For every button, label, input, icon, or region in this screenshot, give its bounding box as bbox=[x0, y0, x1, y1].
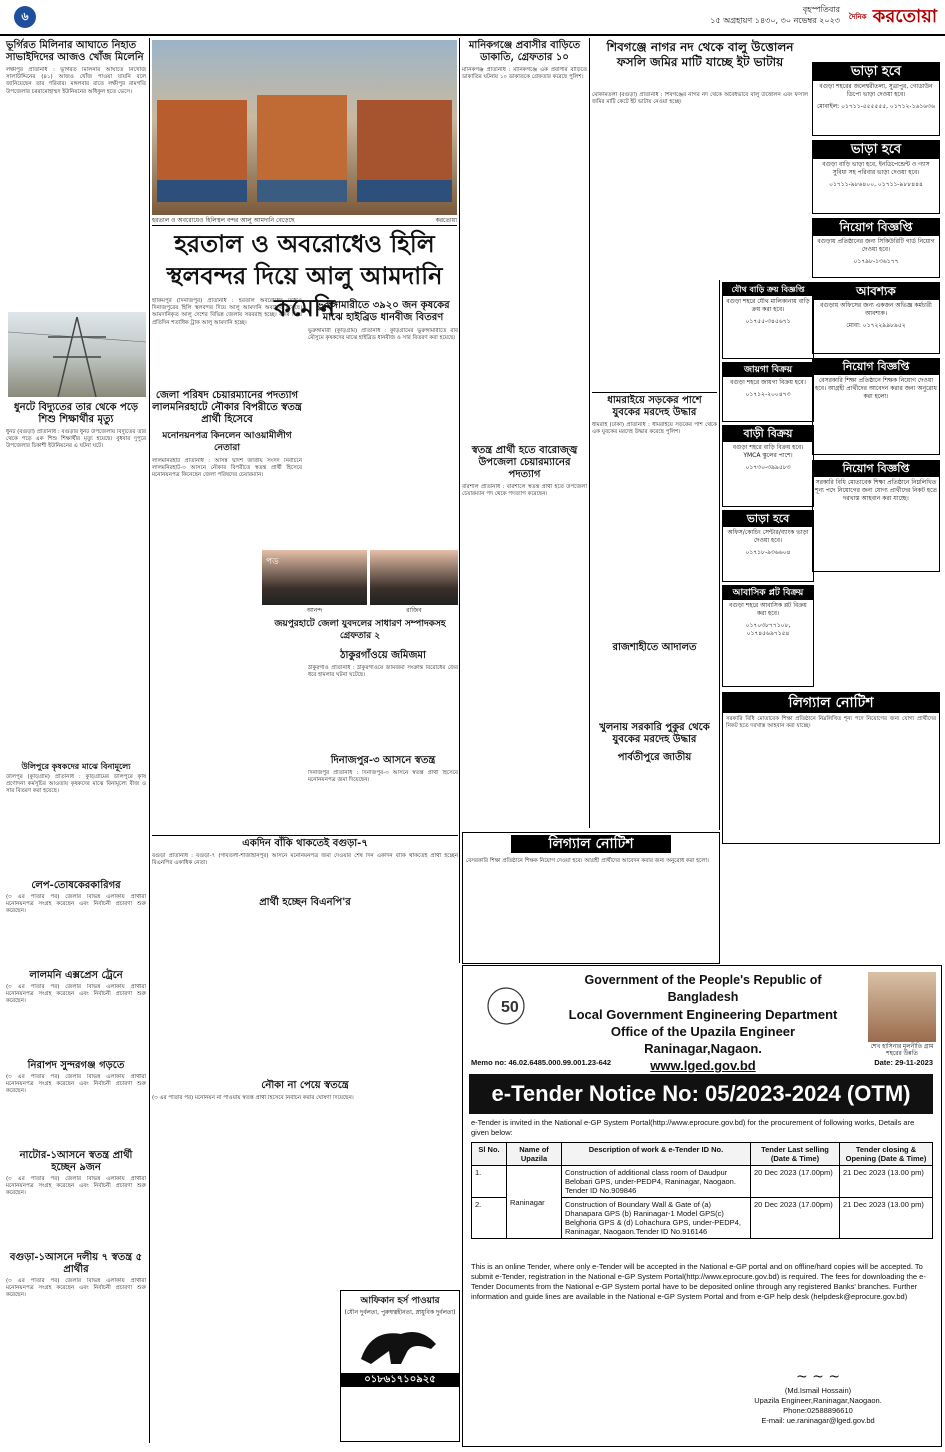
header-full-date: ১৫ অগ্রহায়ণ ১৪৩০, ৩০ নভেম্বর ২০২৩ bbox=[710, 16, 840, 25]
col3-body-1: মানিকগঞ্জ প্রতিনিধি : মানিকগঞ্জে এক প্রবাসীর বাড়িতে ডাকাতির ঘটনায় ১০ ডাকাতকে গ্রেফতার করেছে পুলিশ। bbox=[462, 67, 587, 81]
tender-note: This is an online Tender, where only e-Tender will be accepted in the National e-GP portal and on offline/hard copies will be accepted. To submit e-Tender, registration in the National e-GP System Portal(http://www.eprocure.gov.bd) is required. The fees for downloading the e-Tender Documents from the National e-GP System portal have to be deposited online through any registered Banks' branches. Further information and guide lines are available in the National e-GP System Portal and from e-GP help desk (helpdesk@eprocure.gov.bd) bbox=[471, 1262, 926, 1301]
col-sl: Sl No. bbox=[472, 1143, 507, 1166]
legal-notice-2-title: লিগ্যাল নোটিশ bbox=[511, 835, 671, 853]
tender-signature-block bbox=[703, 1368, 933, 1426]
logo-text: করতোয়া bbox=[872, 6, 938, 27]
tender-website-link[interactable]: www.lged.gov.bd bbox=[650, 1058, 756, 1073]
ad-plot-sale-text: বগুড়া শহরে আবাসিক প্লট বিক্রয় করা হবে। bbox=[729, 602, 807, 617]
ad-job-1 bbox=[812, 218, 940, 278]
divider bbox=[592, 392, 717, 393]
cell-sl: 1. bbox=[472, 1166, 507, 1198]
ad-horse-power bbox=[340, 1290, 460, 1442]
ad-joint-house-phone: ০১৭৫৫-৩৪৫৬৭১ bbox=[745, 318, 791, 325]
ad-rent-1 bbox=[812, 62, 940, 136]
truck-photo-credit: করতোয়া bbox=[435, 217, 457, 224]
col1-bottom-body-5: (৩ এর পাতার পর) জেলার বিভিন্ন এলাকায় প্রার্থীরা মনোনয়নপত্র সংগ্রহ করেছেন এবং নির্বাচনী প্রচারণা শুরু করেছেন। bbox=[6, 1278, 146, 1299]
mid-story-4-headline: ঠাকুরগাঁওয়ে জমিজমা bbox=[340, 650, 426, 661]
col1-bottom-body-2: (৩ এর পাতার পর) জেলার বিভিন্ন এলাকায় প্রার্থীরা মনোনয়নপত্র সংগ্রহ করেছেন এবং নির্বাচনী প্রচারণা শুরু করেছেন। bbox=[6, 984, 146, 1005]
legal-notice-2-body: বেসরকারি শিক্ষা প্রতিষ্ঠানে শিক্ষক নিয়োগ দেওয়া হবে। আগ্রহী প্রার্থীদের আবেদন করার জন্য অনুরোধ করা হলো। bbox=[466, 858, 709, 864]
ad-rent-2-phone: ০১৭১১-৯৮৬৪০০, ০১৭১১-৯৮৮৪৪৪ bbox=[829, 181, 923, 188]
col3-headline-2: স্বতন্ত্র প্রার্থী হতে বারোজ্জ্ব উপজেলা চেয়ারম্যানের পদত্যাগ bbox=[471, 445, 578, 480]
bottom-story-2-headline: নৌকা না পেয়ে স্বতন্ত্রে bbox=[261, 1080, 349, 1091]
col1-story-2 bbox=[6, 402, 146, 512]
arrested-person-photo-1 bbox=[262, 550, 367, 605]
tender-sign-title: Upazila Engineer,Raninagar,Naogaon. bbox=[754, 1396, 882, 1405]
ad-job-3-title: নিয়োগ বিজ্ঞপ্তি bbox=[813, 461, 939, 477]
lged-logo-icon bbox=[471, 978, 526, 1038]
header-date bbox=[640, 4, 840, 26]
ad-plot-sale bbox=[722, 585, 814, 687]
tender-memo: Memo no: 46.02.6485.000.99.001.23-642 bbox=[471, 1058, 612, 1067]
ad-required-text: বগুড়ায় অফিসের জন্য একজন অভিজ্ঞ কর্মচারী আবশ্যক। bbox=[820, 302, 932, 317]
legal-notice-1 bbox=[722, 692, 940, 844]
col4-headline-2: ধামরাইয়ে সড়কের পাশে যুবকের মরদেহ উদ্ধার bbox=[607, 395, 702, 418]
portrait-caption: শেখ হাসিনার মূলনীতি গ্রাম শহরের উন্নতি bbox=[870, 1044, 934, 1057]
ad-house-sale bbox=[722, 425, 814, 507]
bottom-story-1-headline: একদিন বাঁকি থাকতেই বগুড়া-৭ bbox=[242, 838, 368, 849]
ad-rent-3-title: ভাড়া হবে bbox=[723, 511, 813, 527]
ad-rent-2 bbox=[812, 140, 940, 214]
tender-gov-line4: Raninagar,Nagaon. bbox=[644, 1041, 762, 1056]
col1-body-3: উলিপুর (কুড়িগ্রাম) প্রতিনিধি : কুড়িগ্রামের উলিপুরে কৃষি প্রণোদনা কর্মসূচির আওতায় কৃষকদের মাঝে বিনামূল্যে বীজ ও সার বিতরণ করা হয়েছে। bbox=[6, 774, 146, 795]
col4-headline-5: পার্বতীপুরে জাতীয় bbox=[617, 752, 692, 763]
tender-sign-name: (Md.Ismail Hossain) bbox=[784, 1386, 852, 1395]
mid-story-2-body: ভুরুঙ্গামারী (কুড়িগ্রাম) প্রতিনিধি : কুড়িগ্রামের ভুরুঙ্গামারীতে রবি মৌসুমে কৃষকদের মাঝে হাইব্রিড ধানবীজ ও সার বিতরণ করা হয়েছে। bbox=[308, 328, 458, 342]
col4-body-1: মোকামতলা (বগুড়া) প্রতিনিধি : শিবগঞ্জের নাগর নদ থেকে অবৈধভাবে বালু উত্তোলন এবং ফসলি জমির মাটি কেটে ইট ভাটায় নেওয়া হচ্ছে। bbox=[592, 92, 808, 106]
bottom-story-2-body: (৩ এর পাতার পর) মনোনয়ন না পাওয়ায় স্বতন্ত্র প্রার্থী হিসেবে নির্বাচন করার ঘোষণা দিয়েছেন। bbox=[152, 1095, 354, 1101]
cell-last-selling: 20 Dec 2023 (17.00pm) bbox=[751, 1198, 840, 1239]
ad-house-sale-phone: ০১৭৩০-৩৯৯৫৮৩ bbox=[745, 464, 791, 471]
mid-story-5 bbox=[308, 755, 458, 835]
col4-headline-3: রাজশাহীতে আদালত bbox=[612, 642, 697, 653]
legal-notice-2 bbox=[462, 832, 720, 964]
ad-rent-3-text: অফিস/কোচিং সেন্টার/ব্যাংক ভাড়া দেওয়া হবে। bbox=[727, 529, 809, 544]
tender-intro: e-Tender is invited in the National e-GP System Portal(http://www.eprocure.gov.bd) for the procurement of following works, Details are given below: bbox=[471, 1118, 915, 1137]
main-story-body: হাকিমপুর (দিনাজপুর) প্রতিনিধি : হরতাল অবরোধের মধ্যেও দিনাজপুরের হিলি স্থলবন্দর দিয়ে আলু আমদানি অব্যাহত রয়েছে। আমদানিকৃত আলু দেশের বিভিন্ন জেলায় সরবরাহ হচ্ছে। বন্দর দিয়ে প্রতিদিন শতাধিক ট্রাক আলু আমদানি হচ্ছে। bbox=[152, 298, 302, 326]
tender-table-wrap bbox=[471, 1142, 933, 1239]
ad-job-2-text: বেসরকারি শিক্ষা প্রতিষ্ঠানে শিক্ষক নিয়োগ দেওয়া হবে। আগ্রহী প্রার্থীদের আবেদন করার জন্য অনুরোধ করা হলো। bbox=[815, 377, 937, 400]
ad-land-sale-title: জায়গা বিক্রয় bbox=[723, 363, 813, 377]
tender-table bbox=[471, 1142, 933, 1239]
portrait-photo bbox=[868, 972, 936, 1042]
ad-rent-2-text: বগুড়া বাড়ি ভাড়া হবে, ইনডিপেন্ডেন্ট ও গ্যাস সুবিধা সহ পরিবার ভাড়া দেওয়া হবে। bbox=[822, 161, 930, 176]
main-headline: হরতাল ও অবরোধেও হিলি স্থলবন্দর দিয়ে আলু আমদানি কমেনি bbox=[166, 229, 443, 322]
col4-headline-1: শিবগঞ্জে নাগর নদ থেকে বালু উত্তোলন ফসলি জমির মাটি যাচ্ছে ইট ভাটায় bbox=[606, 40, 794, 69]
col1-bottom-headline-3: নিরাপদ সুন্দরগঞ্জ গড়তে bbox=[27, 1060, 125, 1071]
col3-story-2 bbox=[462, 445, 587, 825]
tender-date: Date: 29-11-2023 bbox=[874, 1058, 933, 1067]
ad-horse-power-sub: (যৌন দুর্বলতা, পুরুষত্বহীনতা, স্নায়ুবিক দুর্বলতা) bbox=[344, 1309, 456, 1316]
photo-name-left: আনন্দ bbox=[306, 607, 323, 614]
tender-gov-line1: Government of the People's Republic of Bangladesh bbox=[584, 973, 822, 1004]
tender-email: E-mail: ue.raninagar@lged.gov.bd bbox=[761, 1416, 875, 1425]
col1-story-1 bbox=[6, 40, 146, 308]
ad-rent-1-title: ভাড়া হবে bbox=[813, 63, 939, 81]
cell-sl: 2. bbox=[472, 1198, 507, 1239]
bottom-story-1-subhead: প্রার্থী হচ্ছেন বিএনপি'র bbox=[259, 897, 351, 908]
cell-description: Construction of Boundary Wall & Gate of (a) Dhanapara GPS (b) Raninagar-1 Model GPS(c) Belghoria GPS & (d) Lohachura GPS, under-PEDP4, Raninagar, Naogaon.Tender ID No.916146 bbox=[562, 1198, 751, 1239]
divider bbox=[152, 835, 458, 836]
col1-headline-3: উলিপুরে কৃষকদের মাঝে বিনামূল্যে bbox=[21, 761, 131, 771]
ad-job-3-text: সরকারি বিধি মোতাবেক শিক্ষা প্রতিষ্ঠানে নিম্নলিখিত শূন্য পদে নিয়োগের জন্য যোগ্য প্রার্থীদের নিকট হতে দরখাস্ত আহবান করা যাচ্ছে। bbox=[815, 479, 937, 502]
ad-job-1-text: বগুড়ায় প্রতিষ্ঠানের জন্য সিকিউরিটি গার্ড নিয়োগ দেওয়া হবে। bbox=[817, 238, 935, 253]
ad-job-2 bbox=[812, 358, 940, 455]
legal-notice-1-body: সরকারি বিধি মোতাবেক শিক্ষা প্রতিষ্ঠানে নিম্নলিখিত শূন্য পদে নিয়োগের জন্য যোগ্য প্রার্থীদের নিকট হতে দরখাস্ত আহবান করা যাচ্ছে। bbox=[726, 716, 936, 730]
bottom-story-1-body: বগুড়া প্রতিনিধি : বগুড়া-৭ (গাবতলী-শাজাহানপুর) আসনে মনোনয়নপত্র জমা দেওয়ার শেষ দিন একদিন বাকি থাকতেই প্রার্থী হচ্ছেন বিএনপির একাধিক নেতা। bbox=[152, 853, 458, 867]
cell-closing: 21 Dec 2023 (13.00 pm) bbox=[840, 1198, 933, 1239]
col1-bottom-body-3: (৩ এর পাতার পর) জেলার বিভিন্ন এলাকায় প্রার্থীরা মনোনয়নপত্র সংগ্রহ করেছেন এবং নির্বাচনী প্রচারণা শুরু করেছেন। bbox=[6, 1074, 146, 1095]
ad-rent-3 bbox=[722, 510, 814, 582]
cell-closing: 21 Dec 2023 (13.00 pm) bbox=[840, 1166, 933, 1198]
col1-bottom-headline-5: বগুড়া-১আসনে দলীয় ৭ স্বতন্ত্র ৫ প্রার্থীর bbox=[9, 1252, 143, 1275]
col3-story-1 bbox=[462, 40, 587, 440]
page-header bbox=[0, 0, 945, 36]
divider bbox=[152, 225, 457, 226]
col-description: Description of work & e-Tender ID No. bbox=[562, 1143, 751, 1166]
col1-bottom-body-1: (৩ এর পাতার পর) জেলার বিভিন্ন এলাকায় প্রার্থীরা মনোনয়নপত্র সংগ্রহ করেছেন এবং নির্বাচনী প্রচারণা শুরু করেছেন। bbox=[6, 894, 146, 915]
mid-story-1-headline: জেলা পরিষদ চেয়ারম্যানের পদত্যাগ লালমনিরহাটে নৌকার বিপরীতে স্বতন্ত্র প্রার্থী হিসেবে bbox=[152, 390, 302, 425]
mid-story-1-body: লালমনিরহাট প্রতিনিধি : আসন্ন দ্বাদশ জাতীয় সংসদ নির্বাচনে লালমনিরহাট-৩ আসনে নৌকার বিপরীতে স্বতন্ত্র প্রার্থী হিসেবে মনোনয়নপত্র কিনেছেন জেলা পরিষদের চেয়ারম্যান। bbox=[152, 458, 302, 479]
ad-required-phone: মোবা: ০১৭২২৯৯৮৯৫২ bbox=[846, 322, 906, 329]
tender-notice bbox=[462, 965, 942, 1447]
ad-horse-power-phone: ০১৮৬১৭১০৯২৫ bbox=[341, 1373, 459, 1387]
ad-required bbox=[812, 282, 940, 354]
signature-mark: ~ ~ ~ bbox=[795, 1369, 841, 1385]
cell-last-selling: 20 Dec 2023 (17.00pm) bbox=[751, 1166, 840, 1198]
ad-joint-house-text: বগুড়া শহরে যৌথ মালিকানায় বাড়ি ক্রয় করা হবে। bbox=[726, 298, 810, 313]
svg-text:50: 50 bbox=[501, 999, 519, 1016]
col1-bottom-stories bbox=[6, 880, 146, 1440]
ad-land-sale-phone: ০১৭১২-২০০৪৭৩ bbox=[745, 391, 791, 398]
mid-story-5-headline: দিনাজপুর-৩ আসনে স্বতন্ত্র bbox=[330, 755, 436, 766]
bottom-story-2 bbox=[152, 1080, 458, 1260]
mid-story-3-headline: জয়পুরহাটে জেলা যুবদলের সাধারণ সম্পাদকসহ গ্রেফতার ২ bbox=[274, 619, 446, 641]
col1-story-3 bbox=[6, 760, 146, 870]
col1-bottom-headline-2: লালমনি এক্সপ্রেস ট্রেনে bbox=[29, 970, 123, 981]
ad-job-3 bbox=[812, 460, 940, 572]
col4-headline-4: খুলনায় সরকারি পুকুর থেকে যুবকের মরদেহ উদ্ধার bbox=[599, 722, 710, 745]
ad-house-sale-title: বাড়ী বিক্রয় bbox=[723, 426, 813, 442]
logo-prefix: দৈনিক bbox=[848, 12, 867, 21]
col1-headline-1: ভূর্গিরত মিলিনার আঘাতে নিহাত সাভাইদিদের আজও খোঁজ মিলেনি bbox=[6, 40, 144, 63]
col1-body-1: লক্ষীপুর প্রতিনিধি : ভূর্গিরত মিলিনার আঘাতে নিখোঁজ সালাউদ্দিনের (৪১) আজও খোঁজ পাওয়া যায়নি বলে জানিয়েছেন তার পরিবার। মঙ্গলবার রাতে লক্ষীপুর রামগতি উপজেলার চররামোহাম্মদ ইউনিয়নের অধিকুল হতে ভেসে। bbox=[6, 67, 146, 95]
col4-body-2: ধামরাই (ঢাকা) প্রতিনিধি : ধামরাইয়ে সড়কের পাশ থেকে এক যুবকের মরদেহ উদ্ধার করেছে পুলিশ। bbox=[592, 422, 717, 436]
truck-photo-caption: হরতাল ও অবরোধেও হিলিস্থল বন্দর আলু আমদানি বেড়েছে bbox=[152, 217, 295, 224]
mid-story-1-subhead: মনোনয়নপত্র কিনলেন আওয়ামীলীগ নেতারা bbox=[162, 431, 292, 453]
ad-required-title: আবশ্যক bbox=[813, 283, 939, 300]
trucks-illustration bbox=[152, 40, 457, 215]
ad-rent-1-text: বগুড়া শহরের জলেশ্বরীতলা, সুত্রাপুর, গোডাউন ডিপো ভাড়া দেওয়া হবে। bbox=[819, 83, 933, 98]
ad-rent-1-phone: মোবাইল: ০১৭১১-৫৫৫৫৫৫, ০১৭১২-১৬১৬৩৬ bbox=[817, 103, 935, 110]
col-upazila: Name of Upazila bbox=[507, 1143, 562, 1166]
mid-story-4 bbox=[308, 650, 458, 750]
tender-table-header bbox=[472, 1143, 933, 1166]
tower-icon bbox=[8, 312, 146, 397]
ad-house-sale-text: বগুড়া শহরে বাড়ি বিক্রয় হবে। YMCA স্কুলের পাশে। bbox=[732, 444, 804, 459]
ad-joint-house-title: যৌথ বাড়ি ক্রয় বিজ্ঞপ্তি bbox=[723, 283, 813, 296]
divider bbox=[459, 38, 460, 963]
col-last-selling: Tender Last selling (Date & Time) bbox=[751, 1143, 840, 1166]
ad-job-1-phone: ০১৭৯৮-১৩৬১৭৭ bbox=[853, 258, 899, 265]
mid-story-2 bbox=[308, 300, 458, 505]
tender-gov-line2: Local Government Engineering Department bbox=[568, 1007, 838, 1022]
col1-bottom-headline-1: লেপ-তোষকেরকারিগর bbox=[31, 880, 121, 891]
ad-rent-2-title: ভাড়া হবে bbox=[813, 141, 939, 159]
col1-body-2: ধুনট (বগুড়া) প্রতিনিধি : বগুড়ার ধুনট উপজেলায় বিদ্যুতের তার থেকে পড়ে এক শিশু শিক্ষার্থীর মৃত্যু হয়েছে। বুধবার দুপুরে উপজেলার চিকাশী ইউনিয়নের এ ঘটনা ঘটে। bbox=[6, 429, 146, 450]
col-closing: Tender closing & Opening (Date & Time) bbox=[840, 1143, 933, 1166]
mid-story-1 bbox=[152, 390, 302, 540]
table-row bbox=[472, 1166, 933, 1198]
mid-story-5-body: দিনাজপুর প্রতিনিধি : দিনাজপুর-৩ আসনে স্বতন্ত্র প্রার্থী হিসেবে মনোনয়নপত্র জমা দিয়েছেন। bbox=[308, 770, 458, 784]
photo-name-right: রাজিব bbox=[406, 607, 422, 614]
divider bbox=[589, 38, 590, 828]
ad-land-sale-text: বগুড়া শহরে জায়গা বিক্রয় হবে। bbox=[730, 379, 806, 386]
electric-tower-photo bbox=[8, 312, 146, 397]
header-day: বৃহস্পতিবার bbox=[802, 5, 840, 14]
col1-bottom-headline-4: নাটোর-১আসনে স্বতন্ত্র প্রার্থী হচ্ছেন ৯জন bbox=[19, 1150, 133, 1173]
ad-plot-sale-phone: ০১৭০৩৮৭৭১০৮, ০১৭৪৫৬৯৭১৫৪ bbox=[745, 622, 791, 637]
cell-description: Construction of additional class room of Daudpur Belobari GPS, under-PEDP4, Raninagar, Naogaon. Tender ID No.909846 bbox=[562, 1166, 751, 1198]
ad-land-sale bbox=[722, 362, 814, 422]
col4-story-2 bbox=[592, 395, 717, 640]
tender-phone: Phone:02588896610 bbox=[783, 1406, 853, 1415]
divider bbox=[719, 280, 720, 830]
ad-job-1-title: নিয়োগ বিজ্ঞপ্তি bbox=[813, 219, 939, 236]
col4-story-1-head bbox=[592, 40, 808, 90]
ad-rent-3-phone: ০১৭১৮-৯৩৬৬০৪ bbox=[745, 549, 791, 556]
divider bbox=[149, 38, 150, 1443]
arrested-person-photo-2 bbox=[370, 550, 458, 605]
col3-headline-1: মানিকগঞ্জে প্রবাসীর বাড়িতে ডাকাতি, গ্রেফতার ১০ bbox=[468, 40, 581, 63]
ad-joint-house bbox=[722, 282, 814, 359]
legal-notice-1-title: লিগ্যাল নোটিশ bbox=[723, 693, 939, 713]
truck-photo bbox=[152, 40, 457, 215]
tender-gov-line3: Office of the Upazila Engineer bbox=[610, 1024, 796, 1039]
tender-banner: e-Tender Notice No: 05/2023-2024 (OTM) bbox=[469, 1074, 933, 1114]
photo-label: পড bbox=[266, 556, 279, 566]
ad-horse-power-title: আফিকান হর্স পাওয়ার bbox=[360, 1296, 440, 1306]
mid-story-2-headline: ভুরুঙ্গামারীতে ৩৯২০ জন কৃষকের মাঝে হাইব্রিড ধানবীজ বিতরণ bbox=[316, 300, 450, 323]
newspaper-logo bbox=[848, 4, 938, 30]
cell-upazila: Raninagar bbox=[507, 1166, 562, 1239]
ad-job-2-title: নিয়োগ বিজ্ঞপ্তি bbox=[813, 359, 939, 375]
col1-headline-2: ধুনটে বিদ্যুতের তার থেকে পড়ে শিশু শিক্ষার্থীর মৃত্যু bbox=[14, 402, 138, 425]
col1-bottom-body-4: (৩ এর পাতার পর) জেলার বিভিন্ন এলাকায় প্রার্থীরা মনোনয়নপত্র সংগ্রহ করেছেন এবং নির্বাচনী প্রচারণা শুরু করেছেন। bbox=[6, 1176, 146, 1197]
page-number-badge: ৬ bbox=[14, 6, 36, 28]
col3-body-2: বরিশাল প্রতিনিধি : বরিশালে স্বতন্ত্র প্রার্থী হতে উপজেলা চেয়ারম্যান পদ থেকে পদত্যাগ করেছেন। bbox=[462, 484, 587, 498]
mid-story-4-body: ঠাকুরগাঁও প্রতিনিধি : ঠাকুরগাঁওয়ে জমিজমা সংক্রান্ত বিরোধের জের ধরে হামলার ঘটনা ঘটেছে। bbox=[308, 665, 458, 679]
ad-plot-sale-title: আবাসিক প্লট বিক্রয় bbox=[723, 586, 813, 600]
bottom-story-1 bbox=[152, 838, 458, 968]
horse-icon bbox=[341, 1319, 457, 1369]
